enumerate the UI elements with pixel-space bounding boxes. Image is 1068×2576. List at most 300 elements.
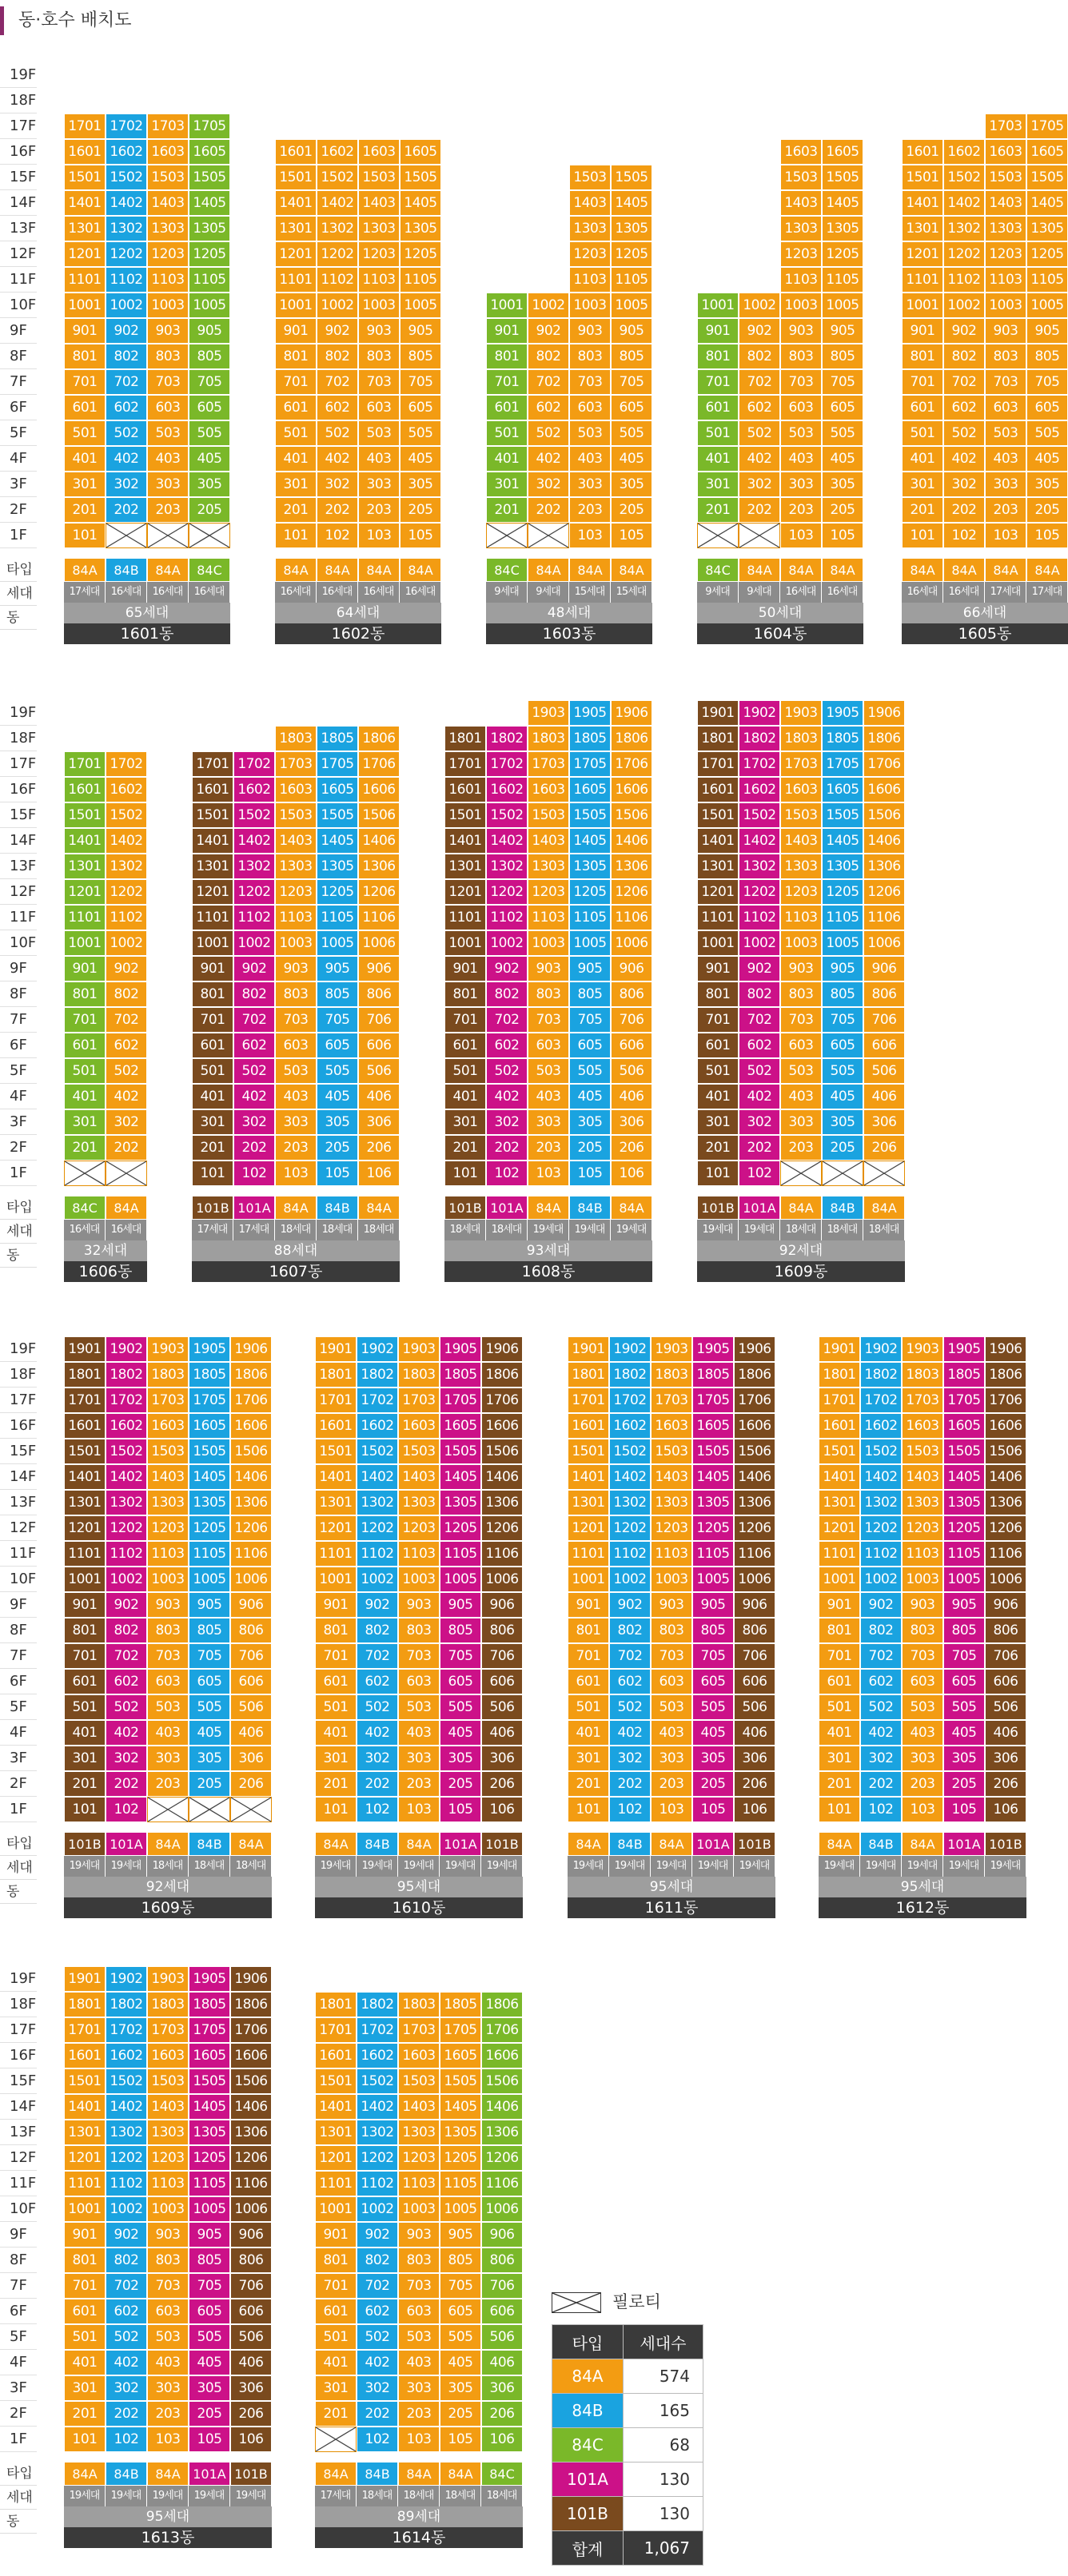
unit-cell[interactable]: 1105 — [400, 267, 441, 293]
unit-cell[interactable]: 301 — [275, 472, 317, 497]
unit-cell[interactable]: 301 — [819, 1746, 860, 1771]
unit-cell[interactable]: 703 — [275, 1007, 317, 1033]
unit-cell[interactable]: 1703 — [780, 751, 822, 777]
unit-cell[interactable]: 1805 — [440, 1362, 481, 1388]
unit-cell[interactable]: 706 — [734, 1643, 775, 1669]
unit-cell[interactable]: 1705 — [692, 1388, 734, 1413]
unit-cell[interactable]: 1306 — [734, 1490, 775, 1515]
unit-cell[interactable]: 1006 — [481, 2196, 523, 2222]
unit-cell[interactable]: 406 — [734, 1720, 775, 1746]
unit-cell[interactable]: 306 — [230, 2375, 272, 2401]
unit-cell[interactable]: 1101 — [64, 2171, 106, 2196]
unit-cell[interactable]: 1102 — [106, 267, 147, 293]
unit-cell[interactable]: 1305 — [692, 1490, 734, 1515]
unit-cell[interactable]: 405 — [822, 1084, 863, 1109]
unit-cell[interactable]: 902 — [106, 1592, 147, 1618]
unit-cell[interactable]: 203 — [398, 1771, 440, 1797]
unit-cell[interactable]: 1105 — [943, 1541, 985, 1567]
unit-cell[interactable]: 902 — [609, 1592, 651, 1618]
unit-cell[interactable]: 1403 — [780, 190, 822, 216]
unit-cell[interactable]: 206 — [230, 1771, 272, 1797]
unit-cell[interactable]: 601 — [64, 2299, 106, 2324]
unit-cell[interactable]: 1503 — [902, 1439, 943, 1464]
unit-cell[interactable]: 1503 — [780, 802, 822, 828]
unit-cell[interactable]: 1401 — [315, 2094, 357, 2120]
unit-cell[interactable]: 801 — [315, 1618, 357, 1643]
unit-cell[interactable]: 1805 — [189, 1992, 230, 2017]
unit-cell[interactable]: 1501 — [568, 1439, 609, 1464]
unit-cell[interactable]: 901 — [315, 2222, 357, 2248]
unit-cell[interactable]: 1102 — [317, 267, 358, 293]
unit-cell[interactable]: 1106 — [985, 1541, 1026, 1567]
unit-cell[interactable]: 1003 — [985, 293, 1026, 318]
unit-cell[interactable]: 402 — [943, 446, 985, 472]
unit-cell[interactable]: 1305 — [1026, 216, 1068, 241]
unit-cell[interactable]: 1803 — [147, 1992, 189, 2017]
unit-cell[interactable]: 206 — [611, 1135, 652, 1161]
unit-cell[interactable]: 1701 — [64, 751, 106, 777]
unit-cell[interactable]: 506 — [611, 1058, 652, 1084]
unit-cell[interactable]: 1003 — [528, 930, 569, 956]
unit-cell[interactable]: 701 — [64, 2273, 106, 2299]
unit-cell[interactable]: 1505 — [943, 1439, 985, 1464]
unit-cell[interactable]: 805 — [1026, 344, 1068, 369]
unit-cell[interactable]: 506 — [358, 1058, 400, 1084]
unit-cell[interactable]: 503 — [651, 1694, 692, 1720]
unit-cell[interactable]: 602 — [106, 395, 147, 420]
unit-cell[interactable]: 505 — [943, 1694, 985, 1720]
unit-cell[interactable]: 1005 — [317, 930, 358, 956]
unit-cell[interactable]: 406 — [985, 1720, 1026, 1746]
unit-cell[interactable]: 106 — [481, 2427, 523, 2452]
unit-cell[interactable]: 902 — [486, 956, 528, 981]
unit-cell[interactable]: 1002 — [609, 1567, 651, 1592]
unit-cell[interactable]: 1702 — [486, 751, 528, 777]
unit-cell[interactable]: 1703 — [902, 1388, 943, 1413]
unit-cell[interactable]: 402 — [860, 1720, 902, 1746]
unit-cell[interactable]: 205 — [440, 2401, 481, 2427]
unit-cell[interactable]: 1702 — [106, 2017, 147, 2043]
unit-cell[interactable]: 203 — [985, 497, 1026, 523]
unit-cell[interactable]: 1801 — [315, 1362, 357, 1388]
unit-cell[interactable]: 1001 — [819, 1567, 860, 1592]
unit-cell[interactable]: 1501 — [64, 2068, 106, 2094]
unit-cell[interactable]: 1203 — [147, 2145, 189, 2171]
unit-cell[interactable]: 603 — [275, 1033, 317, 1058]
unit-cell[interactable]: 1903 — [398, 1336, 440, 1362]
unit-cell[interactable]: 901 — [486, 318, 528, 344]
unit-cell[interactable]: 102 — [233, 1161, 275, 1186]
unit-cell[interactable]: 1801 — [64, 1362, 106, 1388]
unit-cell[interactable]: 1902 — [739, 700, 780, 726]
unit-cell[interactable]: 401 — [697, 446, 739, 472]
unit-cell[interactable]: 1906 — [230, 1336, 272, 1362]
unit-cell[interactable]: 1303 — [398, 2120, 440, 2145]
unit-cell[interactable]: 206 — [863, 1135, 905, 1161]
unit-cell[interactable]: 1303 — [569, 216, 611, 241]
unit-cell[interactable]: 601 — [64, 1033, 106, 1058]
unit-cell[interactable]: 1301 — [902, 216, 943, 241]
unit-cell[interactable]: 905 — [440, 2222, 481, 2248]
unit-cell[interactable]: 1101 — [568, 1541, 609, 1567]
unit-cell[interactable]: 402 — [739, 446, 780, 472]
unit-cell[interactable]: 1302 — [609, 1490, 651, 1515]
unit-cell[interactable]: 802 — [317, 344, 358, 369]
unit-cell[interactable]: 705 — [822, 369, 863, 395]
unit-cell[interactable]: 203 — [780, 1135, 822, 1161]
unit-cell[interactable]: 202 — [106, 1135, 147, 1161]
unit-cell[interactable]: 502 — [233, 1058, 275, 1084]
unit-cell[interactable]: 1606 — [481, 1413, 523, 1439]
unit-cell[interactable]: 402 — [486, 1084, 528, 1109]
unit-cell[interactable]: 1903 — [651, 1336, 692, 1362]
unit-cell[interactable]: 1301 — [64, 854, 106, 879]
unit-cell[interactable]: 1005 — [943, 1567, 985, 1592]
unit-cell[interactable]: 1305 — [822, 216, 863, 241]
unit-cell[interactable]: 403 — [528, 1084, 569, 1109]
unit-cell[interactable]: 105 — [189, 2427, 230, 2452]
unit-cell[interactable]: 701 — [819, 1643, 860, 1669]
unit-cell[interactable]: 1002 — [739, 293, 780, 318]
unit-cell[interactable]: 1206 — [985, 1515, 1026, 1541]
unit-cell[interactable]: 602 — [357, 1669, 398, 1694]
unit-cell[interactable]: 1201 — [192, 879, 233, 905]
unit-cell[interactable]: 701 — [64, 1643, 106, 1669]
unit-cell[interactable]: 1003 — [275, 930, 317, 956]
unit-cell[interactable]: 601 — [902, 395, 943, 420]
unit-cell[interactable]: 1703 — [398, 2017, 440, 2043]
unit-cell[interactable]: 1003 — [398, 2196, 440, 2222]
unit-cell[interactable]: 903 — [528, 956, 569, 981]
unit-cell[interactable]: 1302 — [106, 216, 147, 241]
unit-cell[interactable]: 602 — [357, 2299, 398, 2324]
unit-cell[interactable]: 105 — [822, 523, 863, 548]
unit-cell[interactable]: 906 — [734, 1592, 775, 1618]
unit-cell[interactable]: 901 — [315, 1592, 357, 1618]
unit-cell[interactable]: 1406 — [230, 1464, 272, 1490]
unit-cell[interactable]: 1202 — [106, 1515, 147, 1541]
unit-cell[interactable]: 805 — [692, 1618, 734, 1643]
unit-cell[interactable]: 1202 — [739, 879, 780, 905]
unit-cell[interactable]: 1705 — [317, 751, 358, 777]
unit-cell[interactable]: 301 — [902, 472, 943, 497]
unit-cell[interactable]: 1106 — [611, 905, 652, 930]
unit-cell[interactable]: 202 — [233, 1135, 275, 1161]
unit-cell[interactable]: 1303 — [780, 854, 822, 879]
unit-cell[interactable]: 803 — [780, 344, 822, 369]
unit-cell[interactable]: 1403 — [528, 828, 569, 854]
unit-cell[interactable]: 605 — [189, 2299, 230, 2324]
unit-cell[interactable]: 802 — [106, 344, 147, 369]
unit-cell[interactable]: 1603 — [398, 2043, 440, 2068]
unit-cell[interactable]: 1201 — [444, 879, 486, 905]
unit-cell[interactable]: 1503 — [358, 165, 400, 190]
unit-cell[interactable]: 605 — [189, 395, 230, 420]
unit-cell[interactable]: 1605 — [440, 1413, 481, 1439]
unit-cell[interactable]: 103 — [780, 523, 822, 548]
unit-cell[interactable]: 601 — [819, 1669, 860, 1694]
unit-cell[interactable]: 1105 — [440, 1541, 481, 1567]
unit-cell[interactable]: 1305 — [943, 1490, 985, 1515]
unit-cell[interactable]: 1302 — [739, 854, 780, 879]
unit-cell[interactable]: 801 — [64, 2248, 106, 2273]
unit-cell[interactable]: 105 — [317, 1161, 358, 1186]
unit-cell[interactable]: 1701 — [568, 1388, 609, 1413]
unit-cell[interactable]: 1303 — [985, 216, 1026, 241]
unit-cell[interactable]: 302 — [106, 472, 147, 497]
unit-cell[interactable]: 1903 — [780, 700, 822, 726]
unit-cell[interactable]: 1605 — [189, 1413, 230, 1439]
unit-cell[interactable]: 1002 — [528, 293, 569, 318]
unit-cell[interactable]: 1203 — [398, 1515, 440, 1541]
unit-cell[interactable]: 403 — [902, 1720, 943, 1746]
unit-cell[interactable]: 702 — [860, 1643, 902, 1669]
unit-cell[interactable]: 201 — [64, 1135, 106, 1161]
unit-cell[interactable]: 706 — [985, 1643, 1026, 1669]
unit-cell[interactable]: 1003 — [398, 1567, 440, 1592]
unit-cell[interactable]: 902 — [106, 318, 147, 344]
unit-cell[interactable]: 306 — [358, 1109, 400, 1135]
unit-cell[interactable]: 205 — [400, 497, 441, 523]
unit-cell[interactable]: 303 — [569, 472, 611, 497]
unit-cell[interactable]: 1805 — [440, 1992, 481, 2017]
unit-cell[interactable]: 206 — [734, 1771, 775, 1797]
unit-cell[interactable]: 1303 — [528, 854, 569, 879]
unit-cell[interactable]: 801 — [64, 981, 106, 1007]
unit-cell[interactable]: 1003 — [569, 293, 611, 318]
unit-cell[interactable]: 306 — [734, 1746, 775, 1771]
unit-cell[interactable]: 803 — [902, 1618, 943, 1643]
unit-cell[interactable]: 1205 — [189, 1515, 230, 1541]
unit-cell[interactable]: 1605 — [1026, 139, 1068, 165]
unit-cell[interactable]: 501 — [697, 1058, 739, 1084]
unit-cell[interactable]: 1906 — [863, 700, 905, 726]
unit-cell[interactable]: 1602 — [943, 139, 985, 165]
unit-cell[interactable]: 1002 — [486, 930, 528, 956]
unit-cell[interactable]: 1202 — [233, 879, 275, 905]
unit-cell[interactable]: 905 — [189, 318, 230, 344]
unit-cell[interactable]: 1501 — [192, 802, 233, 828]
unit-cell[interactable]: 305 — [692, 1746, 734, 1771]
unit-cell[interactable]: 701 — [275, 369, 317, 395]
unit-cell[interactable]: 1403 — [147, 190, 189, 216]
unit-cell[interactable]: 1001 — [444, 930, 486, 956]
unit-cell[interactable]: 202 — [739, 497, 780, 523]
unit-cell[interactable]: 1403 — [358, 190, 400, 216]
unit-cell[interactable]: 1801 — [568, 1362, 609, 1388]
unit-cell[interactable]: 1603 — [147, 139, 189, 165]
unit-cell[interactable]: 806 — [481, 1618, 523, 1643]
unit-cell[interactable]: 1201 — [697, 879, 739, 905]
unit-cell[interactable]: 601 — [315, 2299, 357, 2324]
unit-cell[interactable]: 1903 — [147, 1336, 189, 1362]
unit-cell[interactable]: 1302 — [860, 1490, 902, 1515]
unit-cell[interactable]: 1706 — [734, 1388, 775, 1413]
unit-cell[interactable]: 1701 — [64, 1388, 106, 1413]
unit-cell[interactable]: 1105 — [822, 267, 863, 293]
unit-cell[interactable]: 905 — [692, 1592, 734, 1618]
unit-cell[interactable]: 1701 — [819, 1388, 860, 1413]
unit-cell[interactable]: 403 — [651, 1720, 692, 1746]
unit-cell[interactable]: 1305 — [189, 216, 230, 241]
unit-cell[interactable]: 1506 — [985, 1439, 1026, 1464]
unit-cell[interactable]: 1001 — [64, 1567, 106, 1592]
unit-cell[interactable]: 1802 — [357, 1362, 398, 1388]
unit-cell[interactable]: 1501 — [64, 802, 106, 828]
unit-cell[interactable]: 1206 — [481, 1515, 523, 1541]
unit-cell[interactable]: 501 — [192, 1058, 233, 1084]
unit-cell[interactable]: 1806 — [230, 1992, 272, 2017]
unit-cell[interactable]: 1202 — [106, 2145, 147, 2171]
unit-cell[interactable]: 1002 — [106, 293, 147, 318]
unit-cell[interactable]: 601 — [444, 1033, 486, 1058]
unit-cell[interactable]: 505 — [189, 2324, 230, 2350]
unit-cell[interactable]: 501 — [819, 1694, 860, 1720]
unit-cell[interactable]: 1801 — [697, 726, 739, 751]
unit-cell[interactable]: 806 — [230, 2248, 272, 2273]
unit-cell[interactable]: 501 — [315, 2324, 357, 2350]
unit-cell[interactable]: 1203 — [651, 1515, 692, 1541]
unit-cell[interactable]: 1601 — [64, 1413, 106, 1439]
unit-cell[interactable]: 1103 — [569, 267, 611, 293]
unit-cell[interactable]: 406 — [611, 1084, 652, 1109]
unit-cell[interactable]: 905 — [943, 1592, 985, 1618]
unit-cell[interactable]: 906 — [985, 1592, 1026, 1618]
unit-cell[interactable]: 605 — [189, 1669, 230, 1694]
unit-cell[interactable]: 1206 — [230, 1515, 272, 1541]
unit-cell[interactable]: 803 — [985, 344, 1026, 369]
unit-cell[interactable]: 303 — [902, 1746, 943, 1771]
unit-cell[interactable]: 502 — [357, 2324, 398, 2350]
unit-cell[interactable]: 702 — [233, 1007, 275, 1033]
unit-cell[interactable]: 1802 — [486, 726, 528, 751]
unit-cell[interactable]: 1102 — [860, 1541, 902, 1567]
unit-cell[interactable]: 301 — [64, 472, 106, 497]
unit-cell[interactable]: 1805 — [569, 726, 611, 751]
unit-cell[interactable]: 1406 — [863, 828, 905, 854]
unit-cell[interactable]: 1102 — [943, 267, 985, 293]
unit-cell[interactable]: 205 — [822, 1135, 863, 1161]
unit-cell[interactable]: 1403 — [902, 1464, 943, 1490]
unit-cell[interactable]: 205 — [189, 497, 230, 523]
unit-cell[interactable]: 802 — [233, 981, 275, 1007]
unit-cell[interactable]: 302 — [106, 1746, 147, 1771]
unit-cell[interactable]: 305 — [822, 472, 863, 497]
unit-cell[interactable]: 1401 — [192, 828, 233, 854]
unit-cell[interactable]: 706 — [611, 1007, 652, 1033]
unit-cell[interactable]: 302 — [106, 2375, 147, 2401]
unit-cell[interactable]: 802 — [609, 1618, 651, 1643]
unit-cell[interactable]: 102 — [609, 1797, 651, 1822]
unit-cell[interactable]: 802 — [106, 1618, 147, 1643]
unit-cell[interactable]: 101 — [819, 1797, 860, 1822]
unit-cell[interactable]: 1603 — [147, 1413, 189, 1439]
unit-cell[interactable]: 1405 — [692, 1464, 734, 1490]
unit-cell[interactable]: 305 — [189, 1746, 230, 1771]
unit-cell[interactable]: 403 — [780, 446, 822, 472]
unit-cell[interactable]: 1103 — [780, 267, 822, 293]
unit-cell[interactable]: 701 — [697, 1007, 739, 1033]
unit-cell[interactable]: 1601 — [64, 2043, 106, 2068]
unit-cell[interactable]: 1301 — [568, 1490, 609, 1515]
unit-cell[interactable]: 1702 — [357, 2017, 398, 2043]
unit-cell[interactable]: 403 — [147, 1720, 189, 1746]
unit-cell[interactable]: 501 — [486, 420, 528, 446]
unit-cell[interactable]: 402 — [106, 1084, 147, 1109]
unit-cell[interactable]: 1303 — [147, 2120, 189, 2145]
unit-cell[interactable]: 703 — [780, 1007, 822, 1033]
unit-cell[interactable]: 201 — [819, 1771, 860, 1797]
unit-cell[interactable]: 401 — [568, 1720, 609, 1746]
unit-cell[interactable]: 605 — [943, 1669, 985, 1694]
unit-cell[interactable]: 1001 — [568, 1567, 609, 1592]
unit-cell[interactable]: 303 — [651, 1746, 692, 1771]
unit-cell[interactable]: 1505 — [317, 802, 358, 828]
unit-cell[interactable]: 801 — [192, 981, 233, 1007]
unit-cell[interactable]: 603 — [528, 1033, 569, 1058]
unit-cell[interactable]: 1001 — [64, 293, 106, 318]
unit-cell[interactable]: 1503 — [985, 165, 1026, 190]
unit-cell[interactable]: 503 — [780, 420, 822, 446]
unit-cell[interactable]: 1106 — [734, 1541, 775, 1567]
unit-cell[interactable]: 1603 — [985, 139, 1026, 165]
unit-cell[interactable]: 703 — [358, 369, 400, 395]
unit-cell[interactable]: 1301 — [697, 854, 739, 879]
unit-cell[interactable]: 203 — [275, 1135, 317, 1161]
unit-cell[interactable]: 606 — [611, 1033, 652, 1058]
unit-cell[interactable]: 1203 — [780, 241, 822, 267]
unit-cell[interactable]: 602 — [106, 1033, 147, 1058]
unit-cell[interactable]: 1101 — [64, 267, 106, 293]
unit-cell[interactable]: 402 — [609, 1720, 651, 1746]
unit-cell[interactable]: 702 — [739, 1007, 780, 1033]
unit-cell[interactable]: 1403 — [985, 190, 1026, 216]
unit-cell[interactable]: 1901 — [819, 1336, 860, 1362]
unit-cell[interactable]: 1405 — [400, 190, 441, 216]
unit-cell[interactable]: 806 — [481, 2248, 523, 2273]
unit-cell[interactable]: 403 — [398, 1720, 440, 1746]
unit-cell[interactable]: 1205 — [440, 2145, 481, 2171]
unit-cell[interactable]: 1905 — [692, 1336, 734, 1362]
unit-cell[interactable]: 1701 — [315, 2017, 357, 2043]
unit-cell[interactable]: 602 — [317, 395, 358, 420]
unit-cell[interactable]: 1606 — [985, 1413, 1026, 1439]
unit-cell[interactable]: 1901 — [315, 1336, 357, 1362]
unit-cell[interactable]: 1503 — [147, 165, 189, 190]
unit-cell[interactable]: 501 — [275, 420, 317, 446]
unit-cell[interactable]: 1506 — [481, 1439, 523, 1464]
unit-cell[interactable]: 1303 — [275, 854, 317, 879]
unit-cell[interactable]: 702 — [739, 369, 780, 395]
unit-cell[interactable]: 502 — [106, 420, 147, 446]
unit-cell[interactable]: 405 — [1026, 446, 1068, 472]
unit-cell[interactable]: 706 — [481, 1643, 523, 1669]
unit-cell[interactable]: 703 — [147, 2273, 189, 2299]
unit-cell[interactable]: 1205 — [692, 1515, 734, 1541]
unit-cell[interactable]: 202 — [357, 2401, 398, 2427]
unit-cell[interactable]: 801 — [568, 1618, 609, 1643]
unit-cell[interactable]: 201 — [697, 1135, 739, 1161]
unit-cell[interactable]: 1606 — [230, 1413, 272, 1439]
unit-cell[interactable]: 1703 — [275, 751, 317, 777]
unit-cell[interactable]: 1601 — [444, 777, 486, 802]
unit-cell[interactable]: 1706 — [481, 1388, 523, 1413]
unit-cell[interactable]: 1305 — [569, 854, 611, 879]
unit-cell[interactable]: 1701 — [64, 113, 106, 139]
unit-cell[interactable]: 106 — [611, 1161, 652, 1186]
unit-cell[interactable]: 1001 — [697, 293, 739, 318]
unit-cell[interactable]: 802 — [739, 981, 780, 1007]
